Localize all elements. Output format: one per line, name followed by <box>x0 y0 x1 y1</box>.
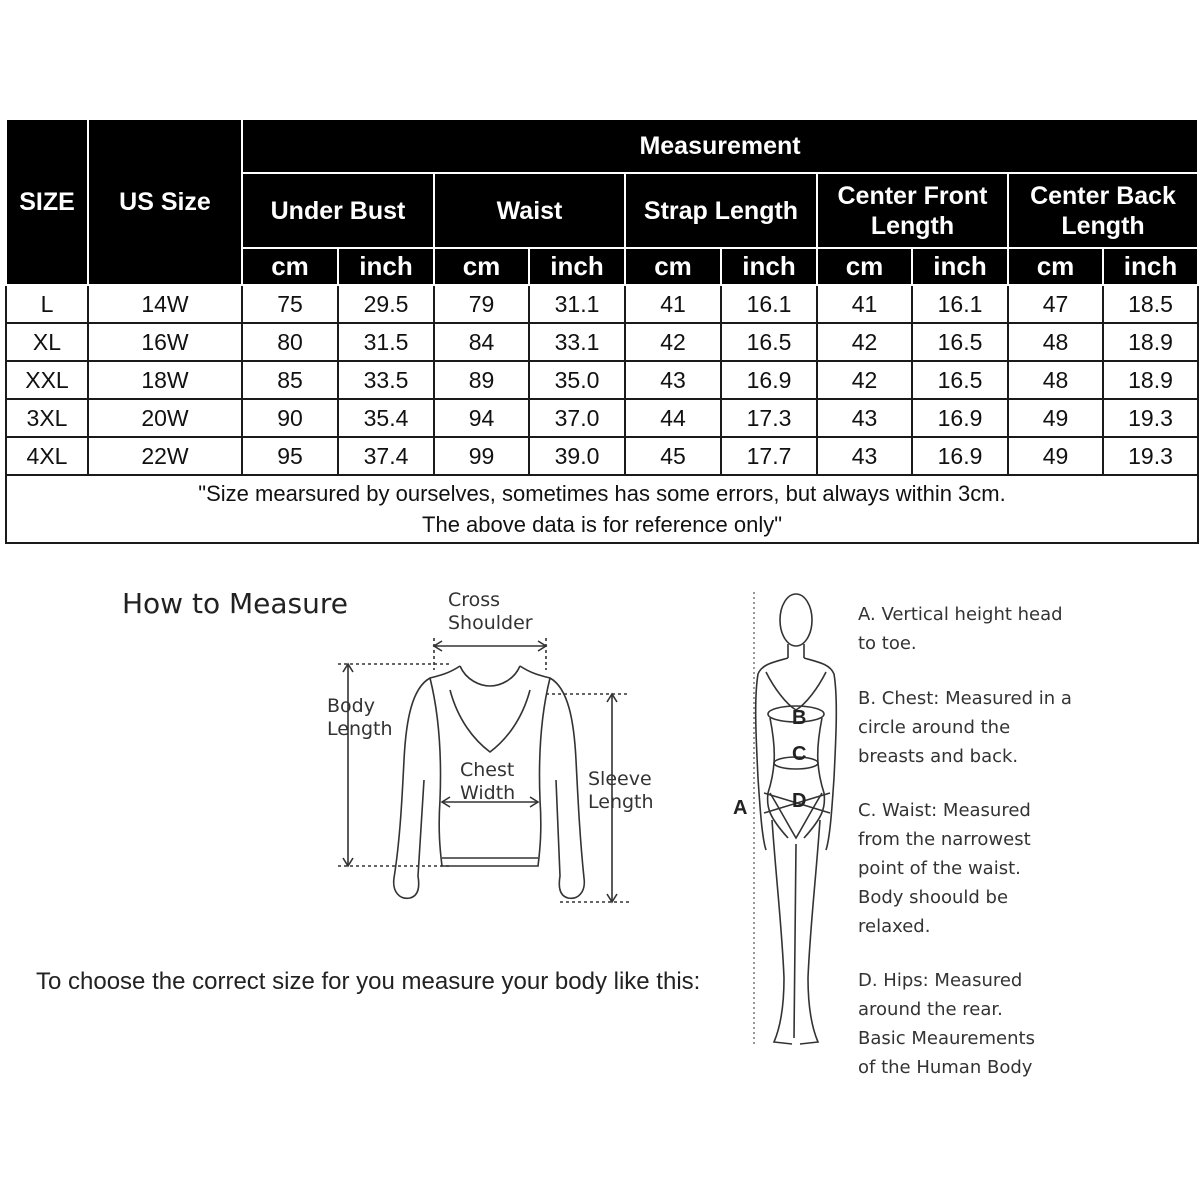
body-length-label: Body Length <box>327 695 393 740</box>
cell-value: 16.5 <box>721 323 817 361</box>
unit-inch: inch <box>529 248 625 285</box>
cell-value: 35.0 <box>529 361 625 399</box>
cell-value: 48 <box>1008 361 1103 399</box>
cell-value: 17.7 <box>721 437 817 475</box>
cell-value: 18.9 <box>1103 323 1198 361</box>
unit-cm: cm <box>1008 248 1103 285</box>
cross-shoulder-label: Cross Shoulder <box>448 589 533 634</box>
header-strap-length: Strap Length <box>625 173 817 248</box>
body-figure-icon <box>730 588 850 1058</box>
guide-d: D. Hips: Measured around the rear. Basic Meaurements of the Human Body <box>858 970 1035 1078</box>
header-size: SIZE <box>6 119 88 285</box>
note-line-2: The above data is for reference only" <box>422 512 783 537</box>
cell-value: 33.5 <box>338 361 434 399</box>
table-row <box>6 285 1198 323</box>
marker-c: C <box>792 743 807 765</box>
note-cell <box>6 475 1198 543</box>
cell-us-size: 20W <box>88 399 242 437</box>
cell-value: 75 <box>242 285 338 323</box>
cell-value: 94 <box>434 399 529 437</box>
unit-cm: cm <box>242 248 338 285</box>
cell-value: 49 <box>1008 399 1103 437</box>
cell-value: 29.5 <box>338 285 434 323</box>
sleeve-length-label: Sleeve Length <box>588 768 654 813</box>
cell-value: 48 <box>1008 323 1103 361</box>
table-row <box>6 361 1198 399</box>
cell-value: 49 <box>1008 437 1103 475</box>
cell-value: 35.4 <box>338 399 434 437</box>
cell-value: 41 <box>625 285 721 323</box>
header-center-front-length: Center Front Length <box>817 173 1008 248</box>
unit-cm: cm <box>817 248 912 285</box>
cell-value: 19.3 <box>1103 399 1198 437</box>
cell-value: 79 <box>434 285 529 323</box>
cell-value: 43 <box>817 399 912 437</box>
unit-inch: inch <box>338 248 434 285</box>
cell-us-size: 22W <box>88 437 242 475</box>
cell-value: 41 <box>817 285 912 323</box>
marker-a: A <box>733 797 748 819</box>
cell-value: 16.9 <box>912 437 1008 475</box>
chest-width-label: Chest Width <box>460 759 516 804</box>
cell-value: 31.1 <box>529 285 625 323</box>
cell-value: 19.3 <box>1103 437 1198 475</box>
cell-value: 43 <box>625 361 721 399</box>
cell-size: L <box>6 285 88 323</box>
cell-size: XL <box>6 323 88 361</box>
unit-inch: inch <box>721 248 817 285</box>
cell-value: 16.1 <box>721 285 817 323</box>
table-row <box>6 399 1198 437</box>
cell-value: 33.1 <box>529 323 625 361</box>
cell-value: 43 <box>817 437 912 475</box>
table-row <box>6 437 1198 475</box>
cell-size: XXL <box>6 361 88 399</box>
cell-us-size: 14W <box>88 285 242 323</box>
unit-inch: inch <box>1103 248 1198 285</box>
cell-value: 16.9 <box>721 361 817 399</box>
cell-value: 37.0 <box>529 399 625 437</box>
cell-us-size: 16W <box>88 323 242 361</box>
cell-value: 16.9 <box>912 399 1008 437</box>
cell-value: 42 <box>817 361 912 399</box>
table-row <box>6 323 1198 361</box>
guide-b: B. Chest: Measured in a circle around the breasts and back. <box>858 688 1072 767</box>
unit-cm: cm <box>434 248 529 285</box>
cell-value: 42 <box>817 323 912 361</box>
cell-value: 16.5 <box>912 361 1008 399</box>
cell-value: 37.4 <box>338 437 434 475</box>
measure-instruction: To choose the correct size for you measure your body like this: <box>36 968 701 995</box>
note-row <box>6 475 1198 543</box>
header-center-back-length: Center Back Length <box>1008 173 1198 248</box>
cell-value: 17.3 <box>721 399 817 437</box>
cell-size: 3XL <box>6 399 88 437</box>
cell-value: 99 <box>434 437 529 475</box>
header-waist: Waist <box>434 173 625 248</box>
cell-value: 90 <box>242 399 338 437</box>
size-chart-table <box>5 118 1199 544</box>
cell-value: 80 <box>242 323 338 361</box>
how-to-measure-title: How to Measure <box>122 587 348 620</box>
cell-value: 47 <box>1008 285 1103 323</box>
cell-value: 95 <box>242 437 338 475</box>
cell-value: 18.9 <box>1103 361 1198 399</box>
header-us-size: US Size <box>88 119 242 285</box>
cell-value: 42 <box>625 323 721 361</box>
note-line-1: "Size mearsured by ourselves, sometimes has some errors, but always within 3cm. <box>198 481 1006 506</box>
cell-value: 18.5 <box>1103 285 1198 323</box>
cell-us-size: 18W <box>88 361 242 399</box>
unit-cm: cm <box>625 248 721 285</box>
marker-b: B <box>792 707 807 729</box>
cell-size: 4XL <box>6 437 88 475</box>
header-measurement: Measurement <box>242 119 1198 173</box>
unit-inch: inch <box>912 248 1008 285</box>
cell-value: 89 <box>434 361 529 399</box>
cell-value: 85 <box>242 361 338 399</box>
header-under-bust: Under Bust <box>242 173 434 248</box>
marker-d: D <box>792 790 807 812</box>
guide-c: C. Waist: Measured from the narrowest point of the waist. Body shoould be relaxed. <box>858 800 1031 937</box>
cell-value: 16.1 <box>912 285 1008 323</box>
cell-value: 31.5 <box>338 323 434 361</box>
cell-value: 84 <box>434 323 529 361</box>
guide-a: A. Vertical height head to toe. <box>858 604 1063 654</box>
cell-value: 45 <box>625 437 721 475</box>
cell-value: 39.0 <box>529 437 625 475</box>
cell-value: 44 <box>625 399 721 437</box>
cell-value: 16.5 <box>912 323 1008 361</box>
